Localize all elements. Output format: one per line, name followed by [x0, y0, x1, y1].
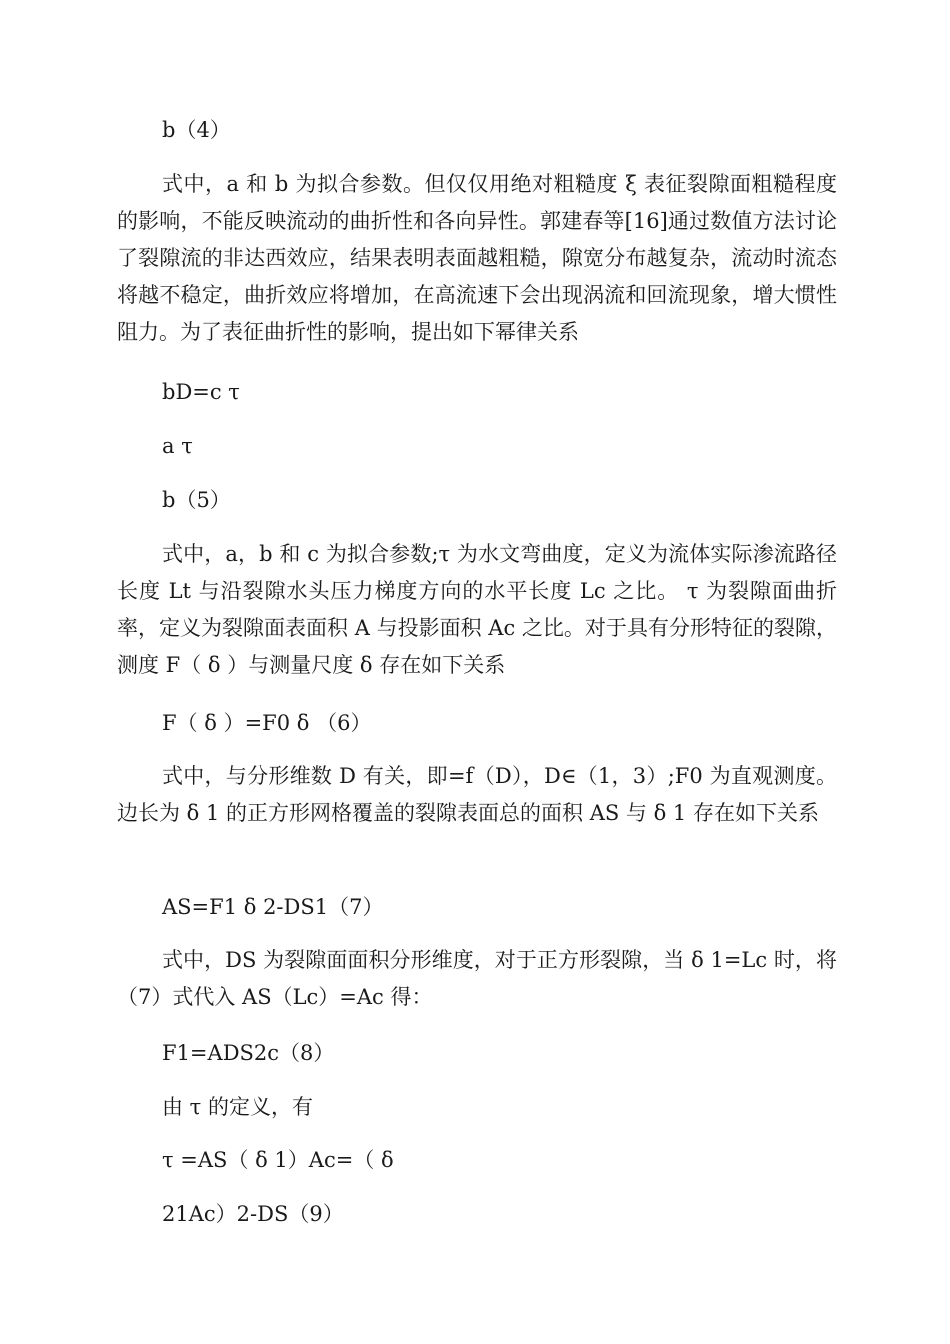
formula-line: AS=F1 δ 2-DS1（7）: [162, 895, 384, 919]
formula-line: τ =AS（ δ 1）Ac=（ δ: [162, 1148, 394, 1172]
body-paragraph: 式中，DS 为裂隙面面积分形维度，对于正方形裂隙，当 δ 1=Lc 时，将（7）式代入 AS（Lc）=Ac 得：: [117, 948, 837, 1009]
formula-line: b（5）: [162, 488, 231, 512]
formula-line: b（4）: [162, 118, 231, 142]
body-paragraph: 式中，a，b 和 c 为拟合参数;τ 为水文弯曲度，定义为流体实际渗流路径长度 Lt 与沿裂隙水头压力梯度方向的水平长度 Lc 之比。 τ 为裂隙面曲折率，定义为裂隙面表面积 A 与投影面积 Ac 之比。对于具有分形特征的裂隙，测度 F（ δ ）与测量尺度 δ 存在如下关系: [117, 542, 837, 677]
formula-line: F1=ADS2c（8）: [162, 1041, 335, 1065]
body-paragraph: 式中，与分形维数 D 有关，即=f（D），D∈（1，3）;F0 为直观测度。边长为 δ 1 的正方形网格覆盖的裂隙表面总的面积 AS 与 δ 1 存在如下关系: [117, 764, 837, 825]
body-paragraph: 式中，a 和 b 为拟合参数。但仅仅用绝对粗糙度 ξ 表征裂隙面粗糙程度的影响，不能反映流动的曲折性和各向异性。郭建春等[16]通过数值方法讨论了裂隙流的非达西效应，结果表明表面越粗糙，隙宽分布越复杂，流动时流态将越不稳定，曲折效应将增加，在高流速下会出现涡流和回流现象，增大惯性阻力。为了表征曲折性的影响，提出如下幂律关系: [117, 172, 837, 344]
formula-line: 由 τ 的定义，有: [162, 1095, 313, 1119]
formula-line: 21Ac）2-DS（9）: [162, 1202, 344, 1226]
formula-line: F（ δ ）=F0 δ （6）: [162, 711, 372, 735]
formula-line: a τ: [162, 434, 193, 458]
formula-line: bD=c τ: [162, 380, 240, 404]
